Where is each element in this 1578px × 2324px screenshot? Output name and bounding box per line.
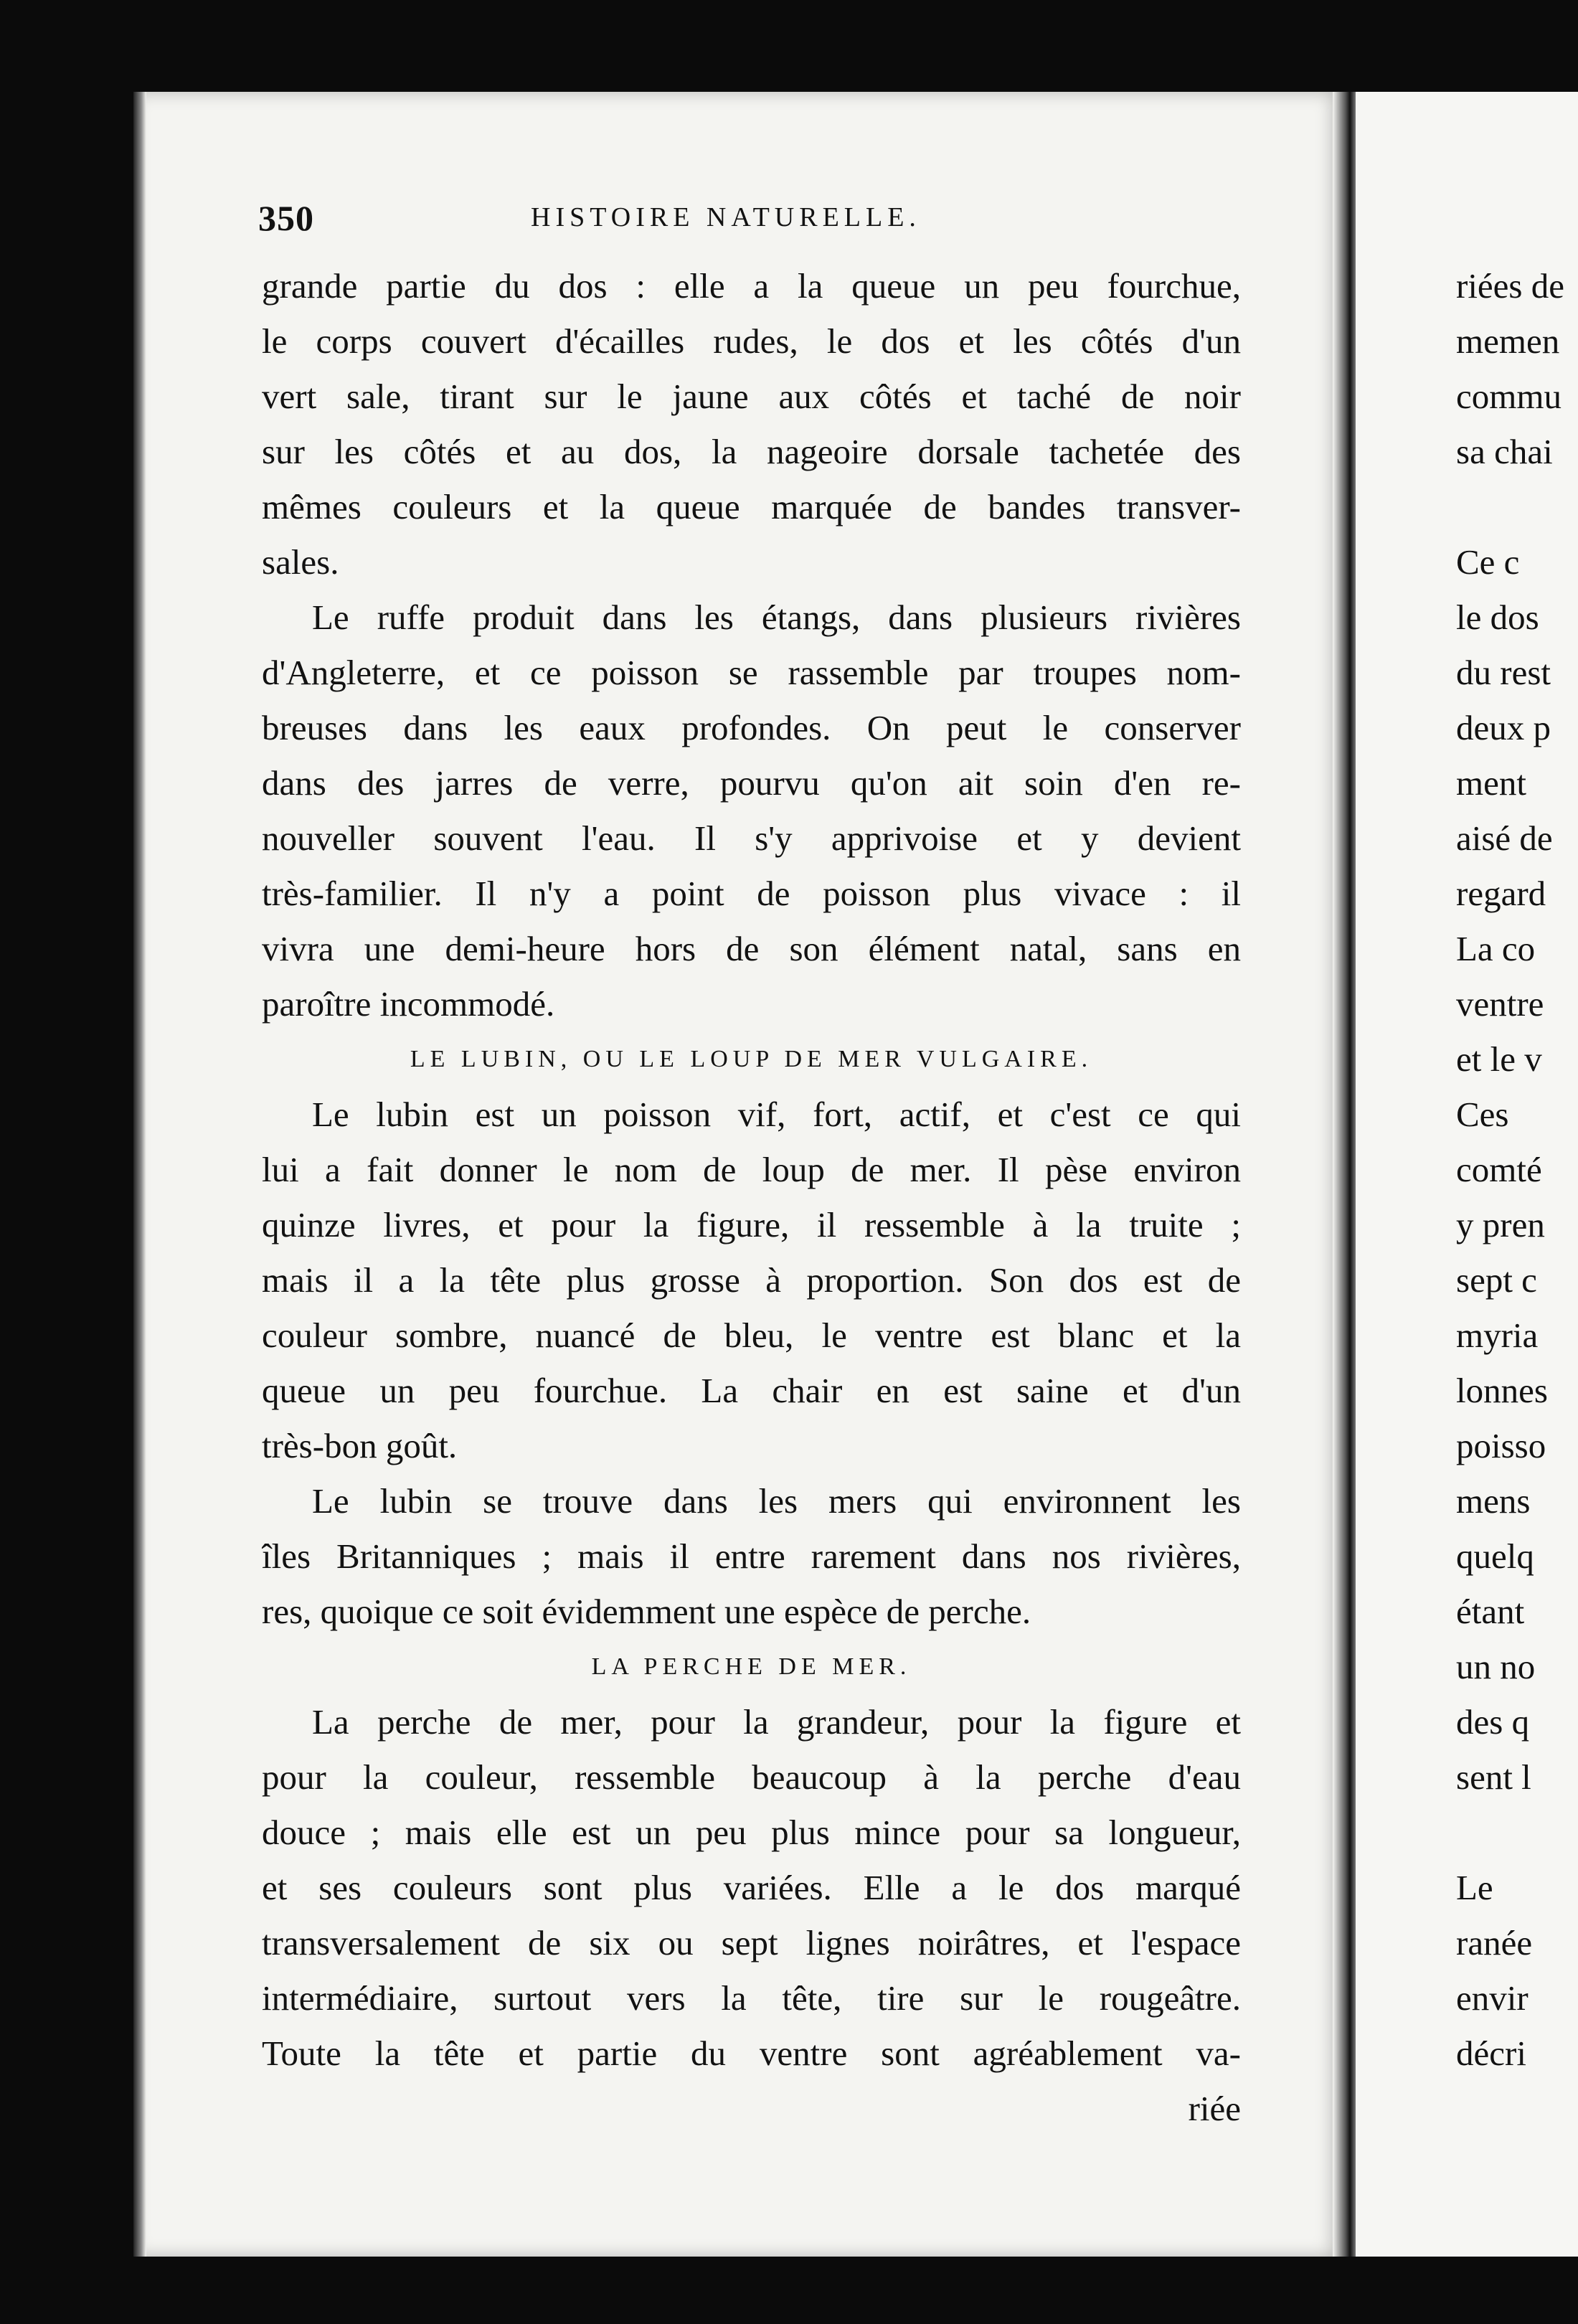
text-line: Toute la tête et partie du ventre sont agréablement va- [262,2034,1241,2073]
text-line: très-bon goût. [262,1426,458,1465]
right-text-line: mens [1456,1481,1531,1521]
right-text-line: étant [1456,1592,1525,1631]
text-line: le corps couvert d'écailles rudes, le dos et les côtés d'un [262,321,1241,361]
right-text-line: ranée [1456,1923,1533,1962]
right-text-line: deux p [1456,708,1551,747]
text-line: intermédiaire, surtout vers la tête, tire sur le rougeâtre. [262,1978,1241,2018]
text-line: dans des jarres de verre, pourvu qu'on ait soin d'en re- [262,763,1241,803]
right-text-line: aisé de [1456,818,1553,858]
right-text-line: commu [1456,377,1562,416]
right-text-line: myria [1456,1315,1539,1355]
right-text-line: y pren [1456,1205,1545,1244]
right-text-line [1456,479,1578,534]
text-line: vert sale, tirant sur le jaune aux côtés et taché de noir [262,377,1241,416]
right-page-body [1456,258,1578,2081]
catchword: riée [1188,2089,1241,2128]
text-line: Le ruffe produit dans les étangs, dans plusieurs rivières [312,597,1241,637]
text-line: mêmes couleurs et la queue marquée de bandes transver- [262,487,1241,526]
right-text-line: envir [1456,1978,1529,2018]
running-head: HISTOIRE NATURELLE. [531,202,921,232]
section-heading-perche: LA PERCHE DE MER. [591,1653,912,1680]
text-line: breuses dans les eaux profondes. On peut le conserver [262,708,1241,747]
left-page-edge [133,92,146,2257]
right-text-line: des q [1456,1702,1530,1742]
text-line: pour la couleur, ressemble beaucoup à la perche d'eau [262,1757,1241,1797]
right-text-line: sent l [1456,1757,1531,1797]
text-line: Le lubin est un poisson vif, fort, actif, et c'est ce qui [312,1095,1241,1134]
text-line: nouveller souvent l'eau. Il s'y apprivoise et y devient [262,818,1241,858]
text-line: vivra une demi-heure hors de son élément natal, sans en [262,929,1241,968]
right-text-line: La co [1456,929,1536,968]
text-line: mais il a la tête plus grosse à proportion. Son dos est de [262,1260,1241,1300]
text-line: res, quoique ce soit évidemment une espèce de perche. [262,1592,1031,1631]
page-number: 350 [258,198,314,238]
text-line: La perche de mer, pour la grandeur, pour la figure et [312,1702,1241,1742]
right-text-line [1456,1805,1578,1860]
right-text-line: riées de [1456,266,1564,306]
right-text-line: un no [1456,1647,1536,1686]
text-line: lui a fait donner le nom de loup de mer. Il pèse environ [262,1150,1241,1189]
right-text-line: memen [1456,321,1560,361]
right-text-line: regard [1456,874,1546,913]
text-line: douce ; mais elle est un peu plus mince pour sa longueur, [262,1813,1241,1852]
left-page-body [262,258,1241,2136]
text-line: queue un peu fourchue. La chair en est saine et d'un [262,1371,1241,1410]
right-text-line: du rest [1456,653,1551,692]
text-line: quinze livres, et pour la figure, il ressemble à la truite ; [262,1205,1241,1244]
text-line: Le lubin se trouve dans les mers qui environnent les [312,1481,1241,1521]
right-text-line: comté [1456,1150,1542,1189]
right-text-line: Le [1456,1868,1493,1907]
right-text-line: quelq [1456,1536,1534,1576]
text-line: grande partie du dos : elle a la queue un peu fourchue, [262,266,1241,306]
right-text-line: lonnes [1456,1371,1548,1410]
right-text-line: Ces [1456,1095,1509,1134]
text-line: transversalement de six ou sept lignes noirâtres, et l'espace [262,1923,1241,1962]
text-line: sur les côtés et au dos, la nageoire dorsale tachetée des [262,432,1241,471]
right-text-line: le dos [1456,597,1539,637]
text-line: très-familier. Il n'y a point de poisson plus vivace : il [262,874,1241,913]
right-text-line: ventre [1456,984,1544,1024]
text-line: et ses couleurs sont plus variées. Elle a le dos marqué [262,1868,1241,1907]
text-line: couleur sombre, nuancé de bleu, le ventre est blanc et la [262,1315,1241,1355]
right-text-line: poisso [1456,1426,1546,1465]
page-header [258,197,1234,240]
right-text-line: sa chai [1456,432,1553,471]
right-text-line: décri [1456,2034,1526,2073]
text-line: paroître incommodé. [262,984,555,1024]
text-line: d'Angleterre, et ce poisson se rassemble par troupes nom- [262,653,1241,692]
right-text-line: sept c [1456,1260,1537,1300]
section-heading-lubin: LE LUBIN, OU LE LOUP DE MER VULGAIRE. [410,1046,1093,1072]
text-line: îles Britanniques ; mais il entre rarement dans nos rivières, [262,1536,1241,1576]
text-line: sales. [262,542,339,582]
right-text-line: et le v [1456,1039,1542,1079]
right-text-line: ment [1456,763,1526,803]
right-text-line: Ce c [1456,542,1520,582]
